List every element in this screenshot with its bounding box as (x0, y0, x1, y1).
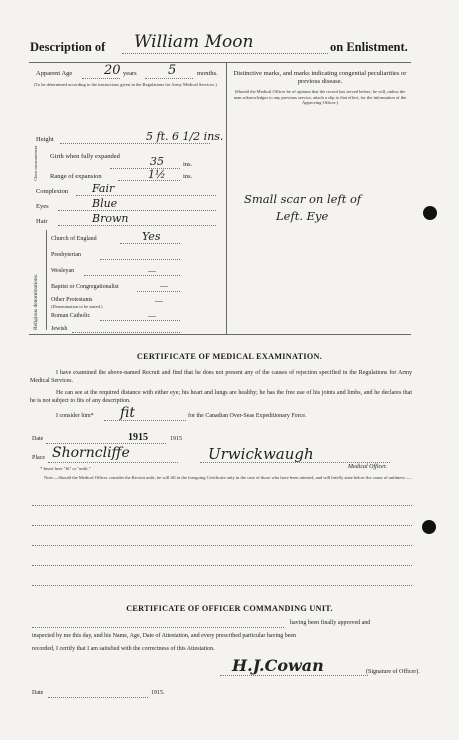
medical-date-value: 1915 (128, 432, 148, 443)
religion-vertical-label: Religious denominations. (33, 273, 39, 330)
place-line (48, 462, 178, 463)
height-value: 5 ft. 6 1/2 ins. (146, 130, 224, 143)
punch-hole-top (423, 206, 437, 220)
religion-line-6 (100, 320, 180, 321)
months-label: months. (197, 70, 218, 77)
religion-wesleyan-value: — (148, 266, 156, 275)
religion-baptist-value: — (160, 281, 168, 290)
unfitness-line-5 (32, 585, 412, 586)
officer-line-3: recorded, I certify that I am satisfied with the correctness of this Attestation. (32, 646, 215, 652)
medical-date-line (46, 443, 166, 444)
unfitness-line-4 (32, 565, 412, 566)
eyes-value: Blue (92, 197, 118, 210)
religion-other-note: (Denomination to be stated.) (51, 304, 103, 309)
age-years-line (82, 78, 120, 79)
medical-officer-signature: Urwickwaugh (208, 445, 314, 463)
medical-signature-line (200, 462, 390, 463)
officer-signature: H.J.Cowan (232, 656, 324, 675)
marks-value-line1: Small scar on left of (244, 192, 362, 206)
girth-value: 35 (150, 155, 164, 168)
officer-name-line (32, 627, 284, 628)
age-months-line (145, 78, 193, 79)
title-prefix: Description of (30, 40, 106, 54)
age-note: (To be determined according to the instructions given in the Regulations for Army Medical Services.) (34, 82, 217, 87)
hair-label: Hair (36, 218, 48, 225)
complexion-label: Complexion (36, 188, 69, 195)
religion-church-of-england-value: Yes (142, 230, 161, 243)
officer-signature-line (220, 675, 368, 676)
officer-date-printed: 1915. (151, 690, 165, 696)
religion-bracket (46, 230, 47, 330)
hair-line (58, 225, 216, 226)
religion-jewish: Jewish (51, 326, 68, 332)
religion-line-7 (72, 332, 180, 333)
height-label: Height (36, 136, 54, 143)
religion-church-of-england: Church of England (51, 236, 97, 242)
eyes-line (58, 210, 216, 211)
box-top-border (29, 62, 411, 63)
age-years-value: 20 (104, 63, 121, 78)
girth-ins-label: ins. (183, 161, 193, 168)
religion-roman-catholic: Roman Catholic (51, 313, 91, 319)
consider-value: fit (120, 405, 135, 421)
name-dotted-line (122, 53, 328, 54)
unfitness-note: Note.—Should the Medical Officer consider the Recruit unfit, he will fill in the foregoing Certificate only in the case of those who have been attested, and will briefly state below the cause of unfitness :— (44, 475, 412, 480)
girth-line (110, 168, 180, 169)
religion-other-value: — (155, 296, 163, 305)
title-suffix: on Enlistment. (330, 40, 408, 54)
range-line (118, 180, 180, 181)
girth-label: Girth when fully expanded (50, 153, 120, 160)
box-bottom-border (29, 334, 411, 335)
officer-signature-label: (Signature of Officer). (366, 669, 420, 675)
chest-vertical-label: Chest measurement (33, 145, 38, 181)
complexion-value: Fair (92, 182, 115, 195)
medical-officer-label: Medical Officer. (348, 464, 387, 470)
officer-date-label: Date (32, 690, 44, 696)
consider-line (104, 420, 186, 421)
place-label: Place (32, 455, 45, 461)
range-label: Range of expansion (50, 173, 102, 180)
religion-roman-catholic-value: — (148, 311, 156, 320)
hair-value: Brown (92, 212, 129, 225)
unfitness-line-1 (32, 505, 412, 506)
recruit-name: William Moon (134, 32, 254, 52)
apparent-age-label: Apparent Age (36, 70, 73, 77)
officer-certificate-heading: CERTIFICATE OF OFFICER COMMANDING UNIT. (126, 604, 333, 613)
medical-para-2: He can see at the required distance with either eye; his heart and lungs are healthy; he has the free use of his joints and limbs, and he declares that he is not subject to fits of any description. (30, 390, 412, 404)
eyes-label: Eyes (36, 203, 49, 210)
distinctive-marks-note: (Should the Medical Officer be of opinion that the recruit has served before, he will, unless the man acknowledges to any previous service, attach a slip to that effect, for the information of the Approving Officer.) (233, 89, 407, 105)
marks-value-line2: Left. Eye (276, 209, 329, 223)
punch-hole-bottom (422, 520, 436, 534)
unfitness-line-2 (32, 525, 412, 526)
range-value: 1½ (148, 168, 166, 181)
box-center-divider (226, 62, 227, 334)
age-months-value: 5 (168, 63, 177, 78)
religion-other-protestants: Other Protestants (51, 297, 93, 303)
religion-line-2 (100, 259, 180, 260)
years-label: years (123, 70, 137, 77)
officer-line-2: inspected by me this day, and his Name, Age, Date of Attestation, and every prescribed particular having been (32, 633, 297, 639)
medical-para-1: I have examined the above-named Recruit and find that he does not present any of the causes of rejection specified in the Regulations for Army Medical Services. (30, 370, 412, 384)
officer-date-line (48, 697, 148, 698)
complexion-line (76, 195, 216, 196)
height-line (60, 143, 210, 144)
religion-baptist: Baptist or Congregationalist (51, 284, 119, 290)
medical-certificate-heading: CERTIFICATE OF MEDICAL EXAMINATION. (136, 352, 323, 361)
consider-prefix: I consider him* (56, 413, 94, 419)
religion-line-4 (137, 291, 180, 292)
distinctive-marks-title: Distinctive marks, and marks indicating congenital peculiarities or previous disease. (233, 70, 407, 85)
religion-line-3 (84, 275, 180, 276)
insert-note: * Insert here "fit" or "unfit." (40, 466, 91, 471)
consider-suffix: for the Canadian Over-Seas Expeditionary Force. (188, 413, 307, 419)
range-ins-label: ins. (183, 173, 193, 180)
unfitness-line-3 (32, 545, 412, 546)
religion-presbyterian: Presbyterian (51, 252, 81, 258)
officer-line-1: having been finally approved and (290, 620, 371, 626)
medical-date-printed: 1915 (170, 436, 182, 442)
religion-line-1 (120, 243, 180, 244)
place-value: Shorncliffe (52, 445, 130, 461)
religion-wesleyan: Wesleyan (51, 268, 75, 274)
medical-date-label: Date (32, 436, 44, 442)
